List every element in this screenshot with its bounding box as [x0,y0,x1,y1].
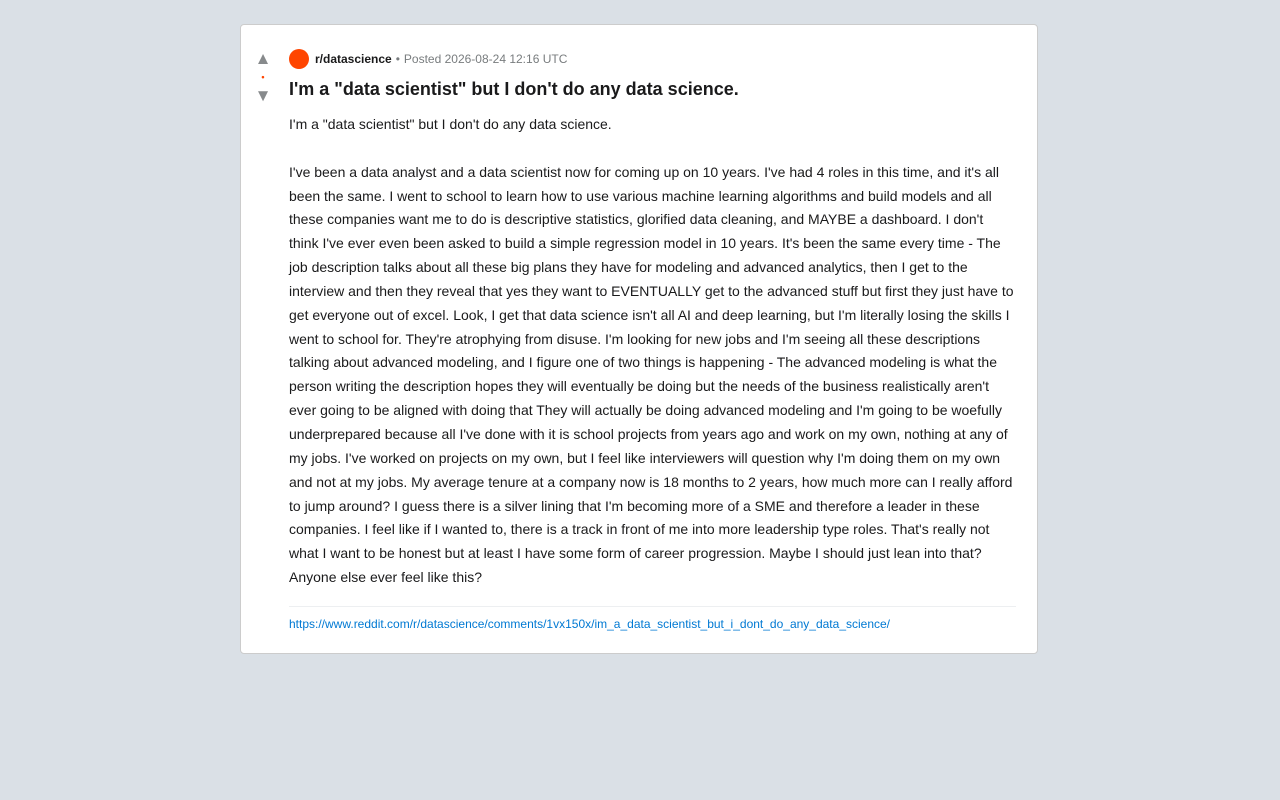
post-title[interactable]: I'm a "data scientist" but I don't do any data science. [289,79,739,99]
post-body [289,113,1016,590]
downvote-arrow-icon[interactable]: ▼ [254,86,272,105]
subreddit-avatar-icon[interactable] [289,49,309,69]
footer-divider [289,606,1016,607]
post-body-paragraph: I've been a data analyst and a data scientist now for coming up on 10 years. I've had 4 roles in this time, and it's all been the same. I went to school to learn how to use various machine learning algorithms and build models and all these companies want me to do is descriptive statistics, glorified data cleaning, and MAYBE a dashboard. I don't think I've ever even been asked to build a simple regression model in 10 years. It's been the same every time - The job description talks about all these big plans they have for modeling and advanced analytics, then I get to the interview and then they reveal that yes they want to EVENTUALLY get to the advanced stuff but first they just have to get everyone out of excel. Look, I get that data science isn't all AI and deep learning, but I'm literally losing the skills I went to school for. They're atrophying from disuse. I'm looking for new jobs and I'm seeing all these descriptions talking about advanced modeling, and I figure one of two things is happening - The advanced modeling is what the person writing the description hopes they will eventually be doing but the needs of the business realistically aren't ever going to be aligned with doing that They will actually be doing advanced modeling and I'm going to be woefully underprepared because all I've done with it is school projects from years ago and work on my own, nothing at any of my jobs. I've worked on projects on my own, but I feel like interviewers will question why I'm doing them on my own and not at my jobs. My average tenure at a company now is 18 months to 2 years, how much more can I really afford to jump around? I guess there is a silver lining that I'm becoming more of a SME and therefore a leader in these companies. I feel like if I wanted to, there is a track in front of me into more leadership type roles. That's really not what I want to be honest but at least I have some form of career progression. Maybe I should just lean into that? Anyone else ever feel like this? [289,163,1014,586]
meta-separator: • [395,52,400,66]
post-content [289,49,1016,633]
posted-timestamp: Posted 2026-08-24 12:16 UTC [403,52,568,66]
upvote-arrow-icon[interactable]: ▲ [254,49,272,68]
post-body-paragraph: I'm a "data scientist" but I don't do any data science. [289,116,612,132]
post-meta [289,49,1016,69]
vote-score: • [261,72,265,82]
post-card [240,24,1038,654]
subreddit-name[interactable]: r/datascience [315,52,392,66]
post-permalink[interactable]: https://www.reddit.com/r/datascience/comments/1vx150x/im_a_data_scientist_but_i_dont_do_any_data_science/ [289,616,891,631]
